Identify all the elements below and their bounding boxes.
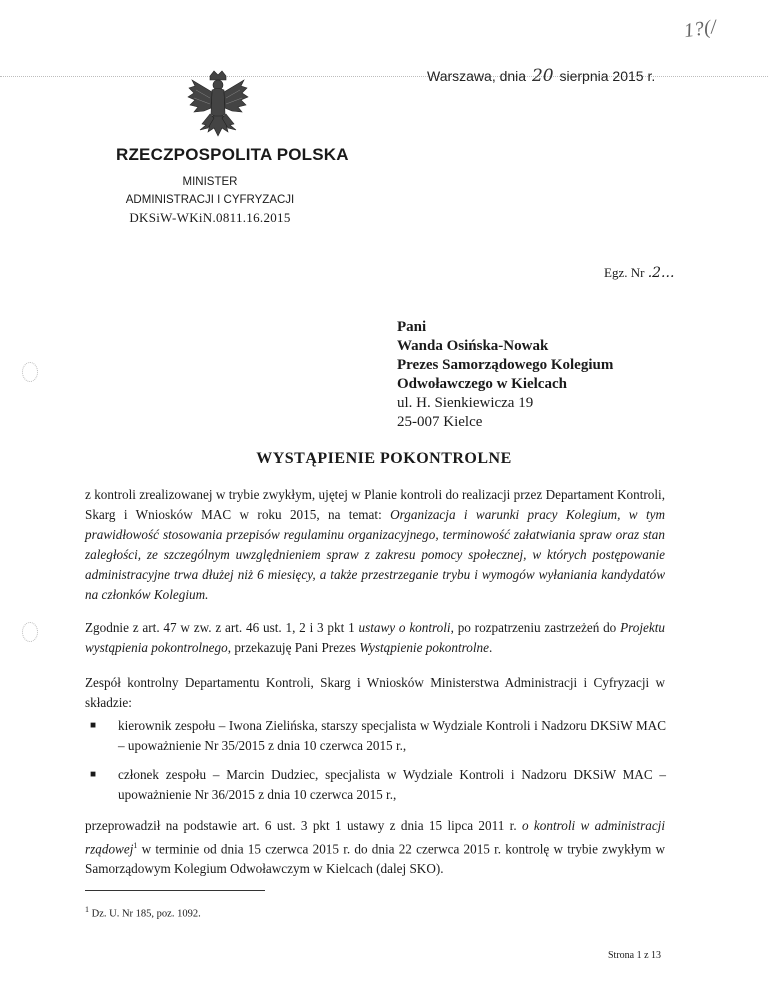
minister-title: MINISTER [182, 176, 238, 188]
country-name: RZECZPOSPOLITA POLSKA [116, 145, 349, 164]
italic-fragment: ustawy o kontroli [358, 620, 451, 635]
punch-hole [22, 622, 38, 642]
italic-fragment: Projektu wystąpienia pokontrolnego [85, 620, 665, 655]
punch-hole [22, 362, 38, 382]
ministry-name: ADMINISTRACJI I CYFRYZACJI [125, 194, 295, 206]
addressee-position-2: Odwoławczego w Kielcach [397, 376, 567, 392]
document-title: WYSTĄPIENIE POKONTROLNE [256, 450, 512, 467]
paragraph-scope [85, 485, 665, 605]
copy-label: Egz. Nr [604, 265, 645, 280]
date-suffix: sierpnia 2015 r. [559, 68, 656, 84]
polish-eagle-emblem-icon [186, 70, 250, 146]
paragraph-legal-basis [85, 618, 665, 658]
paragraph-team: Zespół kontrolny Departamentu Kontroli, Skarg i Wniosków Ministerstwa Administracji i Cyfryzacji w składzie: [85, 675, 665, 710]
list-item-text: kierownik zespołu – Iwona Zielińska, starszy specjalista w Wydziale Kontroli i Nadzoru DKSiW MAC – upoważnienie Nr 35/2015 z dnia 10 czerwca 2015 r., [118, 718, 666, 753]
footnote-text: Dz. U. Nr 185, poz. 1092. [91, 908, 201, 920]
addressee-salutation: Pani [397, 319, 427, 335]
footnote-rule [85, 890, 265, 891]
footnote-mark: 1 [85, 905, 89, 914]
text-fragment: w terminie od dnia 15 czerwca 2015 r. do dnia 22 czerwca 2015 r. kontrolę w trybie zwykłym w Samorządowym Kolegium Odwoławczym w Kielcach (dalej SKO). [85, 841, 665, 877]
reference-number: DKSiW-WKiN.0811.16.2015 [129, 210, 291, 225]
footnote-ref: 1 [133, 841, 138, 850]
italic-fragment: Wystąpienie pokontrolne [359, 640, 489, 655]
text-fragment: . [488, 640, 493, 655]
date-line [427, 66, 655, 86]
addressee-street: ul. H. Sienkiewicza 19 [397, 395, 534, 411]
page-number: Strona 1 z 13 [608, 950, 662, 961]
addressee-name: Wanda Osińska-Nowak [397, 338, 549, 354]
handwritten-corner-mark: 1?(/ [682, 15, 718, 43]
date-day-handwritten: 20 [531, 66, 554, 86]
bullet-square-icon: ■ [90, 769, 97, 780]
addressee-position-1: Prezes Samorządowego Kolegium [397, 357, 614, 373]
text-fragment: , przekazuję Pani Prezes [227, 640, 360, 655]
list-item-text: członek zespołu – Marcin Dudziec, specjalista w Wydziale Kontroli i Nadzoru DKSiW MAC – upoważnienie Nr 36/2015 z dnia 10 czerwca 2015 r., [118, 767, 666, 802]
paragraph-execution [85, 816, 665, 879]
footnote [85, 905, 201, 920]
paragraph-scope-text: z kontroli zrealizowanej w trybie zwykłym, ujętej w Planie kontroli do realizacji przez Departament Kontroli, Skarg i Wniosków MAC w roku 2015, na temat: [85, 487, 665, 522]
text-fragment: Zgodnie z art. 47 w zw. z art. 46 ust. 1, 2 i 3 pkt 1 [85, 620, 359, 635]
copy-number-handwritten: .2... [647, 265, 675, 281]
bullet-square-icon: ■ [90, 720, 97, 731]
italic-fragment: o kontroli w administracji rządowej [85, 818, 665, 857]
copy-number [604, 265, 674, 281]
addressee-city: 25-007 Kielce [397, 414, 483, 430]
date-prefix: Warszawa, dnia [427, 68, 527, 84]
text-fragment: , po rozpatrzeniu zastrzeżeń do [450, 620, 621, 635]
control-topic: Organizacja i warunki pracy Kolegium, w tym prawidłowość stosowania przepisów regulaminu organizacyjnego, terminowość załatwiania spraw oraz stan zaległości, ze szczególnym uwzględnieniem spraw z zakresu pomocy społecznej, w których postępowanie administracyjne trwa dłużej niż 6 miesięcy, a także przestrzeganie trybu i wymogów wyłaniania kandydatów na członków Kolegium. [85, 507, 665, 602]
text-fragment: przeprowadził na podstawie art. 6 ust. 3 pkt 1 ustawy z dnia 15 lipca 2011 r. [85, 818, 522, 833]
